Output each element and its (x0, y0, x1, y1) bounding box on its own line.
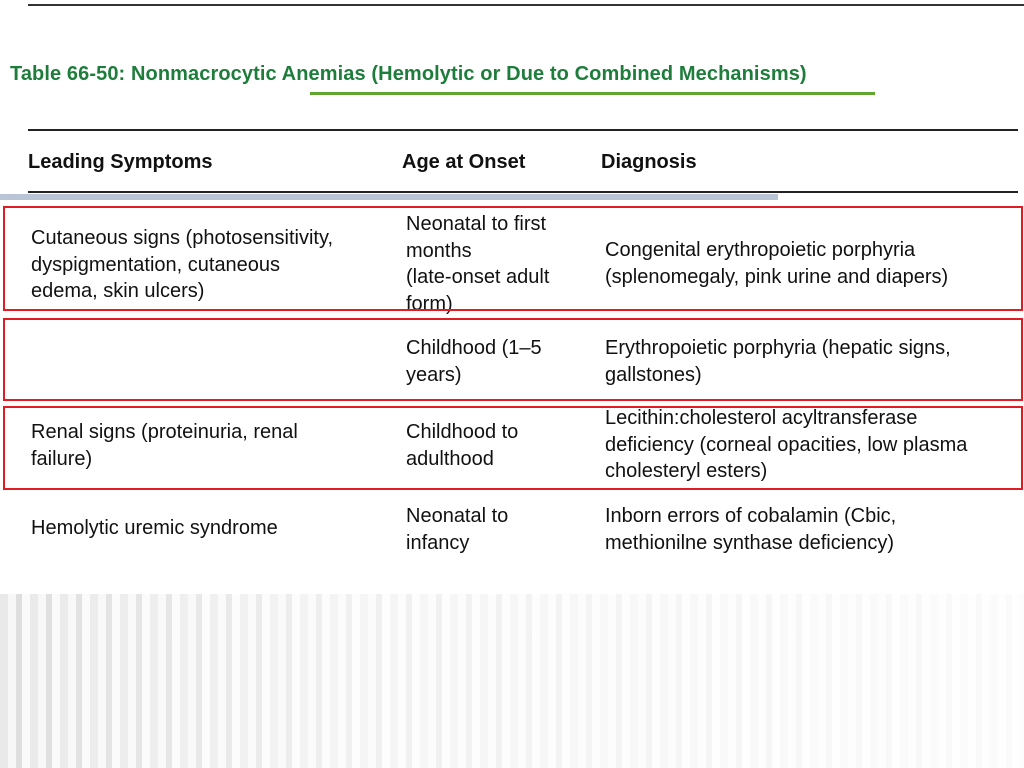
top-rule (28, 4, 1024, 6)
background-stripes (0, 594, 1024, 768)
table-title: Table 66-50: Nonmacrocytic Anemias (Hemolytic or Due to Combined Mechanisms) (10, 63, 807, 85)
highlight-box-row-2 (3, 318, 1023, 401)
column-header-leading-symptoms: Leading Symptoms (28, 151, 213, 173)
row-1-onset: Neonatal to first months (late-onset adult form) (406, 213, 550, 315)
row-1-symptoms: Cutaneous signs (photosensitivity, dyspigmentation, cutaneous edema, skin ulcers) (31, 227, 334, 302)
column-header-age-at-onset: Age at Onset (402, 151, 526, 173)
slide-accent-bar (0, 194, 778, 200)
row-4-diagnosis: Inborn errors of cobalamin (Cbic, methionilne synthase deficiency) (605, 505, 897, 554)
row-2-diagnosis: Erythropoietic porphyria (hepatic signs, gallstones) (605, 337, 951, 386)
title-underline (310, 92, 875, 95)
row-3-symptoms: Renal signs (proteinuria, renal failure) (31, 421, 298, 470)
row-2-onset: Childhood (1–5 years) (406, 337, 542, 386)
row-1-diagnosis: Congenital erythropoietic porphyria (splenomegaly, pink urine and diapers) (605, 239, 949, 288)
row-3-onset: Childhood to adulthood (406, 421, 519, 470)
highlight-box-row-3 (3, 406, 1023, 490)
header-top-rule (28, 129, 1018, 131)
header-bottom-rule (28, 191, 1018, 193)
row-3-diagnosis: Lecithin:cholesterol acyltransferase deficiency (corneal opacities, low plasma cholesteryl esters) (605, 407, 968, 482)
row-4-onset: Neonatal to infancy (406, 505, 509, 554)
highlight-box-row-1 (3, 206, 1023, 311)
row-4-symptoms: Hemolytic uremic syndrome (31, 517, 278, 539)
column-header-diagnosis: Diagnosis (601, 151, 697, 173)
